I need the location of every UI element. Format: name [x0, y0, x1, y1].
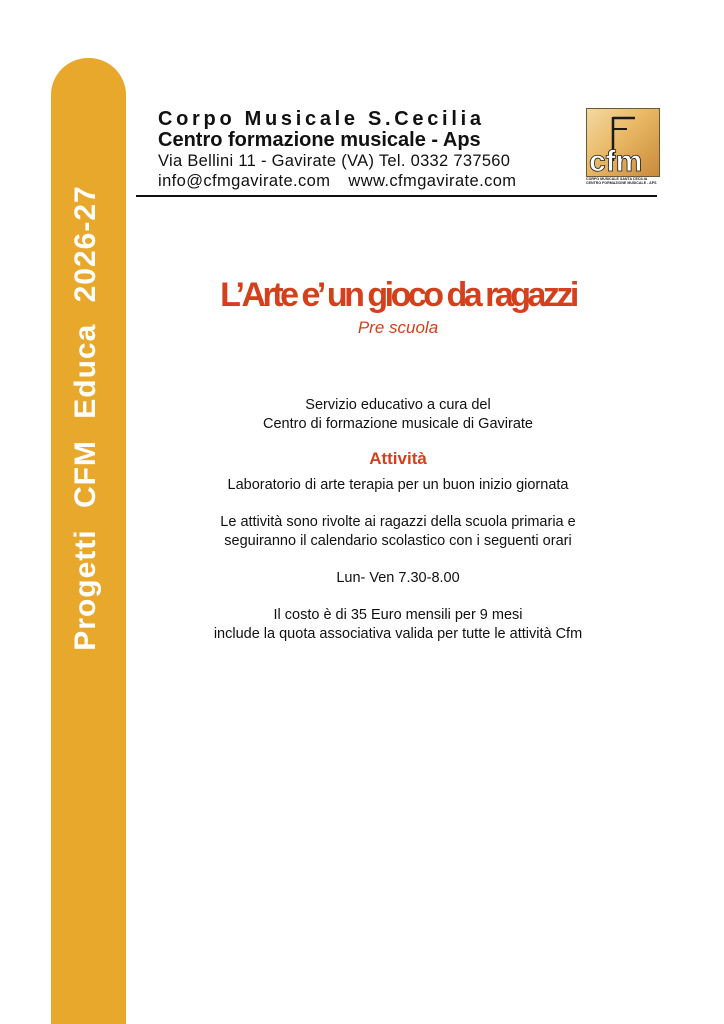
email-link[interactable]: info@cfmgavirate.com [158, 172, 331, 190]
audience-line: Le attività sono rivolte ai ragazzi della scuola primaria e [220, 514, 576, 530]
contacts [158, 172, 578, 191]
cost-line: Il costo è di 35 Euro mensili per 9 mesi [273, 607, 523, 623]
intro-line: Centro di formazione musicale di Gavirate [263, 416, 533, 432]
website-link[interactable]: www.cfmgavirate.com [348, 172, 517, 190]
address: Via Bellini 11 - Gavirate (VA) Tel. 0332 737560 [158, 152, 511, 170]
header-divider [136, 195, 657, 197]
schedule: Lun- Ven 7.30-8.00 [336, 570, 460, 586]
audience-line: seguiranno il calendario scolastico con i seguenti orari [224, 533, 572, 549]
project-year-label: Progetti CFM Educa 2026-27 [69, 185, 102, 651]
activity-description: Laboratorio di arte terapia per un buon inizio giornata [227, 477, 569, 493]
section-title: Attività [369, 449, 427, 468]
organization-subtitle: Centro formazione musicale - Aps [158, 129, 481, 151]
logo-letters: cfm [589, 145, 643, 176]
organization-header [158, 108, 578, 191]
page-subtitle: Pre scuola [357, 318, 439, 337]
cfm-logo [586, 108, 660, 177]
cfm-logo-mark-icon [587, 109, 659, 176]
logo-caption: CORPO MUSICALE SANTA CECILIA CENTRO FORMAZIONE MUSICALE - APS [586, 177, 657, 186]
content-body [128, 396, 668, 644]
intro-line: Servizio educativo a cura del [305, 397, 491, 413]
page-title: L’Arte e’ un gioco da ragazzi [220, 276, 576, 314]
organization-name: Corpo Musicale S.Cecilia [158, 108, 485, 130]
cost-line: include la quota associativa valida per tutte le attività Cfm [213, 626, 583, 642]
